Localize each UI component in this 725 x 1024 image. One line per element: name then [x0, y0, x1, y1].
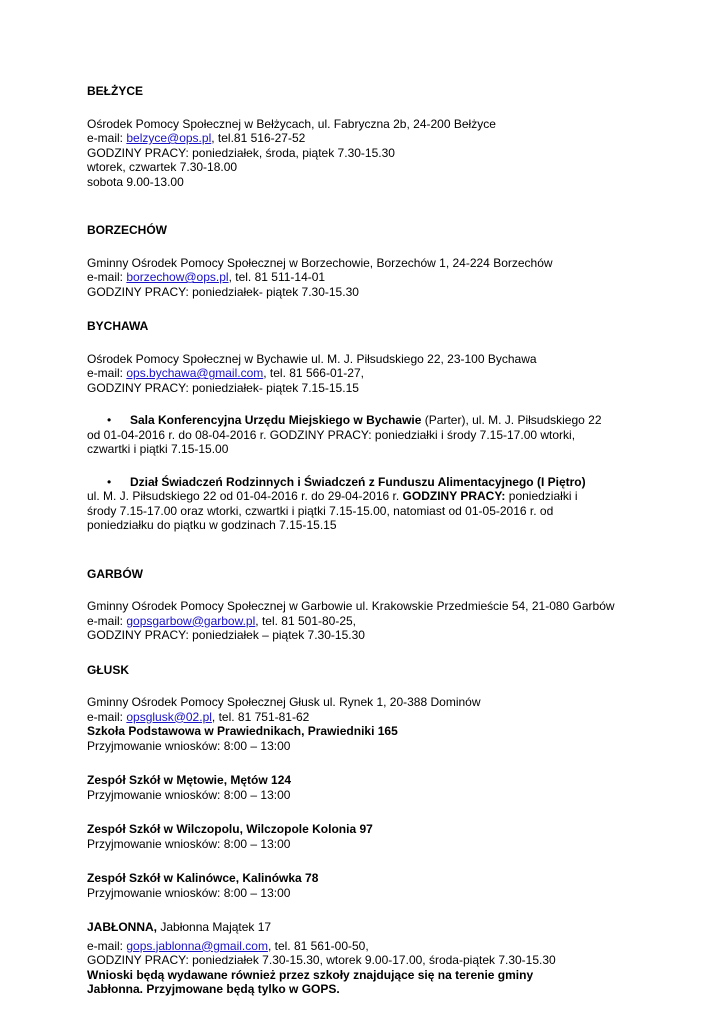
hours-line: GODZINY PRACY: poniedziałek – piątek 7.30-15.30 — [87, 628, 365, 642]
venue-name: Sala Konferencyjna Urzędu Miejskiego w Bychawie — [130, 413, 422, 427]
address-line: Gminny Ośrodek Pomocy Społecznej w Borzechowie, Borzechów 1, 24-224 Borzechów — [87, 255, 553, 270]
venue-hours: środy 7.15-17.00 oraz wtorki, czwartki i piątki 7.15-15.00, natomiast od 01-05-2016 r. od — [87, 503, 554, 518]
email-label: e-mail: — [87, 131, 127, 145]
phone-text: , tel. 81 561-00-50, — [267, 938, 369, 953]
address-line: Ośrodek Pomocy Społecznej w Bełżycach, ul. Fabryczna 2b, 24-200 Bełżyce — [87, 116, 496, 131]
hours-line: GODZINY PRACY: poniedziałek 7.30-15.30, wtorek 9.00-17.00, środa-piątek 7.30-15.30 — [87, 953, 556, 967]
venue-address: ul. M. J. Piłsudskiego 22 od 01-04-2016 r. do 29-04-2016 r. — [87, 489, 403, 503]
bullet-icon: • — [107, 413, 112, 427]
email-link-garbow[interactable]: gopsgarbow@garbow.pl — [126, 613, 256, 628]
bullet-icon: • — [107, 474, 112, 489]
hours-line: sobota 9.00-13.00 — [87, 174, 184, 189]
email-label: e-mail: — [87, 270, 127, 284]
email-link-jablonna[interactable]: gops.jablonna@gmail.com — [126, 938, 268, 953]
venue-hours — [87, 489, 647, 504]
phone-text: , tel. 81 751-81-62 — [211, 709, 310, 724]
email-label: e-mail: — [87, 938, 127, 953]
school-name: Zespół Szkół w Wilczopolu, Wilczopole Kolonia 97 — [87, 822, 373, 836]
section-heading-garbow: GARBÓW — [87, 566, 143, 581]
venue-hours: czwartki i piątki 7.15-15.00 — [87, 442, 229, 456]
hours-line: GODZINY PRACY: poniedziałek- piątek 7.15-15.15 — [87, 380, 359, 395]
section-heading-glusk: GŁUSK — [87, 662, 129, 677]
contact-line — [87, 131, 647, 146]
email-link-belzyce[interactable]: belzyce@ops.pl — [126, 131, 212, 145]
document-page — [87, 84, 647, 997]
school-hours: Przyjmowanie wniosków: 8:00 – 13:00 — [87, 836, 291, 851]
section-heading-borzechow: BORZECHÓW — [87, 223, 167, 237]
email-link-borzechow[interactable]: borzechow@ops.pl — [126, 270, 229, 284]
school-hours: Przyjmowanie wniosków: 8:00 – 13:00 — [87, 787, 291, 802]
email-label: e-mail: — [87, 366, 127, 380]
phone-text: , tel. 81 511-14-01 — [228, 270, 326, 284]
address-line: Gminny Ośrodek Pomocy Społecznej w Garbowie ul. Krakowskie Przedmieście 54, 21-080 Garbów — [87, 599, 615, 613]
hours-line: GODZINY PRACY: poniedziałek, środa, piątek 7.30-15.30 — [87, 145, 395, 160]
email-link-glusk[interactable]: opsglusk@02.pl — [126, 709, 212, 724]
address-line: Gminny Ośrodek Pomocy Społecznej Głusk ul. Rynek 1, 20-388 Dominów — [87, 695, 481, 709]
school-name: Zespół Szkół w Kalinówce, Kalinówka 78 — [87, 871, 319, 885]
heading-address: Jabłonna Majątek 17 — [157, 920, 272, 934]
school-hours: Przyjmowanie wniosków: 8:00 – 13:00 — [87, 738, 291, 753]
note-line: Jabłonna. Przyjmowane będą tylko w GOPS. — [87, 982, 340, 996]
venue-name: Dział Świadczeń Rodzinnych i Świadczeń z Funduszu Alimentacyjnego (I Piętro) — [130, 474, 586, 489]
venue-address: (Parter), ul. M. J. Piłsudskiego 22 — [421, 413, 602, 427]
address-line: Ośrodek Pomocy Społecznej w Bychawie ul. M. J. Piłsudskiego 22, 23-100 Bychawa — [87, 351, 537, 366]
email-label: e-mail: — [87, 709, 127, 724]
venue-hours: od 01-04-2016 r. do 08-04-2016 r. GODZINY PRACY: poniedziałki i środy 7.15-17.00 wtorki, — [87, 427, 576, 442]
list-item — [87, 475, 647, 533]
phone-text: , tel. 81 501-80-25, — [255, 613, 357, 628]
contact-line — [87, 710, 647, 725]
contact-line — [87, 270, 647, 285]
school-name: Zespół Szkół w Mętowie, Mętów 124 — [87, 773, 292, 787]
contact-line — [87, 614, 647, 629]
hours-line: wtorek, czwartek 7.30-18.00 — [87, 160, 238, 174]
hours-line: GODZINY PRACY: poniedziałek- piątek 7.30-15.30 — [87, 284, 359, 299]
hours-text: poniedziałki i — [505, 489, 578, 503]
section-heading-bychawa: BYCHAWA — [87, 319, 149, 333]
heading-town: JABŁONNA, — [87, 920, 158, 934]
contact-line — [87, 366, 647, 381]
school-hours: Przyjmowanie wniosków: 8:00 – 13:00 — [87, 885, 291, 900]
section-heading-belzyce: BEŁŻYCE — [87, 84, 144, 98]
list-item — [87, 413, 647, 457]
school-name: Szkoła Podstawowa w Prawiednikach, Prawiedniki 165 — [87, 724, 398, 738]
phone-text: , tel.81 516-27-52 — [211, 131, 306, 145]
contact-line — [87, 939, 647, 954]
phone-text: , tel. 81 566-01-27, — [263, 366, 364, 380]
note-line: Wnioski będą wydawane również przez szkoły znajdujące się na terenie gminy — [87, 967, 534, 982]
hours-label: GODZINY PRACY: — [402, 489, 506, 503]
venue-hours: poniedziałku do piątku w godzinach 7.15-15.15 — [87, 518, 337, 532]
email-link-bychawa[interactable]: ops.bychawa@gmail.com — [126, 366, 264, 380]
section-heading-jablonna — [87, 920, 647, 935]
email-label: e-mail: — [87, 613, 127, 628]
